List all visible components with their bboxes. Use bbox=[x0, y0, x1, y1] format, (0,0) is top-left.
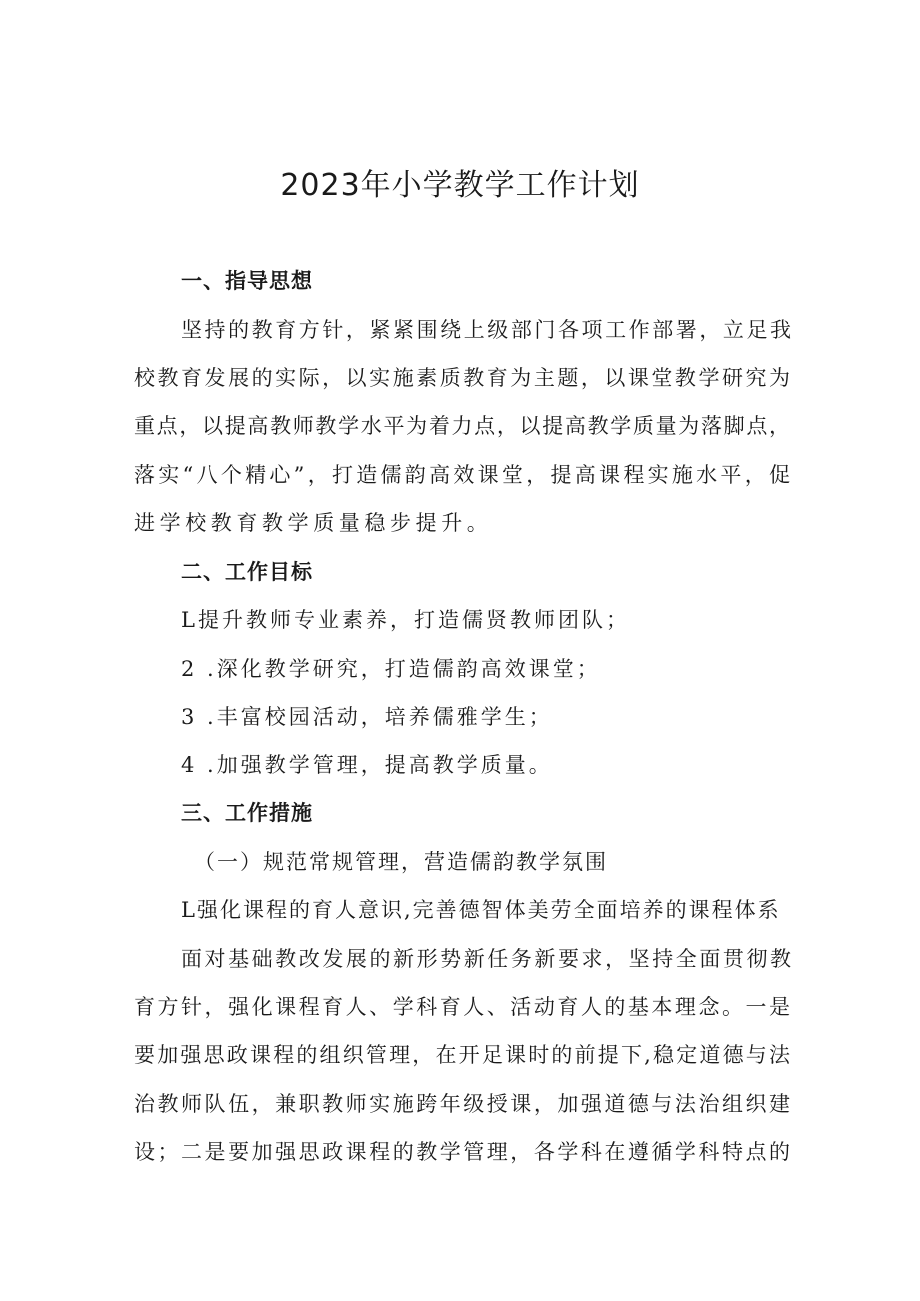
document-title: 2023年小学教学工作计划 bbox=[280, 168, 640, 203]
paragraph-line: 进学校教育教学质量稳步提升。 bbox=[134, 511, 493, 535]
goal-item: 3 .丰富校园活动，培养儒雅学生； bbox=[181, 705, 553, 729]
section-heading-work-measures: 三、工作措施 bbox=[181, 801, 313, 825]
paragraph-line: 面对基础教改发展的新形势新任务新要求，坚持全面贯彻教 bbox=[181, 947, 791, 971]
goal-item: 2 .深化教学研究，打造儒韵高效课堂； bbox=[181, 657, 601, 681]
paragraph-line: 育方针，强化课程育人、学科育人、活动育人的基本理念。一是 bbox=[134, 995, 790, 1019]
section-heading-guiding-ideology: 一、指导思想 bbox=[181, 269, 313, 293]
goal-item: 4 .加强教学管理，提高教学质量。 bbox=[181, 753, 553, 777]
paragraph-line: 校教育发展的实际，以实施素质教育为主题，以课堂教学研究为 bbox=[134, 366, 790, 390]
paragraph-line: 落实“八个精心”，打造儒韵高效课堂，提高课程实施水平，促 bbox=[134, 463, 790, 487]
subsection-heading: （一）规范常规管理，营造儒韵教学氛围 bbox=[194, 850, 608, 874]
paragraph-line: 设；二是要加强思政课程的教学管理，各学科在遵循学科特点的 bbox=[134, 1140, 790, 1164]
paragraph-line: 坚持的教育方针，紧紧围绕上级部门各项工作部署，立足我 bbox=[181, 318, 791, 342]
paragraph-line: 重点，以提高教师教学水平为着力点，以提高教学质量为落脚点， bbox=[134, 414, 790, 438]
measure-item: L强化课程的育人意识,完善德智体美劳全面培养的课程体系 bbox=[181, 898, 781, 922]
paragraph-line: 治教师队伍，兼职教师实施跨年级授课，加强道德与法治组织建 bbox=[134, 1092, 790, 1116]
paragraph-line: 要加强思政课程的组织管理，在开足课时的前提下,稳定道德与法 bbox=[134, 1043, 790, 1067]
goal-item: L提升教师专业素养，打造儒贤教师团队； bbox=[181, 608, 630, 632]
section-heading-work-goals: 二、工作目标 bbox=[181, 560, 313, 584]
